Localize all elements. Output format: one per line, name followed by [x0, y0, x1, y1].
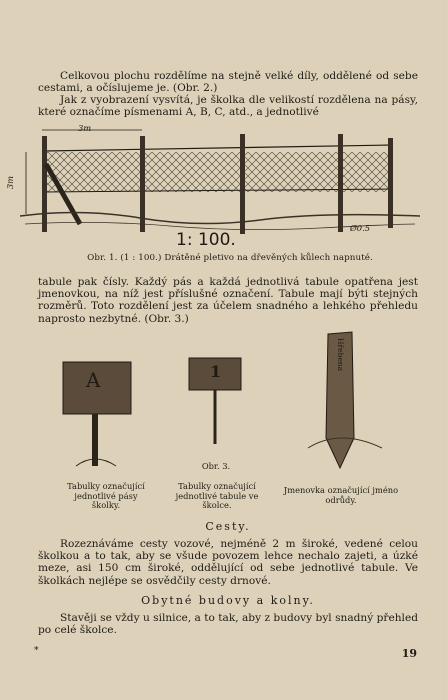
dimension-right: Ø0.5	[350, 223, 370, 233]
figure-3-label-b: Tabulky označující jednotlivé tabule ve školce.	[175, 481, 259, 511]
footer-star: *	[34, 646, 39, 656]
paragraph-3: tabule pak čísly. Každý pás a každá jednotlivá tabule opatřena jest jmenovkou, na níž jest příslušné označení. Tabule mají býti stejných rozměrů. Toto rozdělení jest za účelem snadného a lehkého přehledu naprosto nezbytné. (Obr. 3.)	[38, 276, 418, 325]
heading-cesty: Cesty.	[205, 520, 251, 533]
stake-illustration	[300, 328, 390, 478]
paragraph-5: Stavěji se vždy u silnice, a to tak, aby z budovy byl snadný přehled po celé školce.	[38, 612, 418, 637]
paragraph-1: Celkovou plochu rozdělíme na stejně velké díly, oddělené od sebe cestami, a očíslujeme je. (Obr. 2.)	[38, 70, 418, 95]
paragraph-4: Rozeznáváme cesty vozové, nejméně 2 m široké, vedené celou školkou a to tak, aby se všude povozem lehce nechalo zajeti, a úzké meze, asi 150 cm široké, oddělující od sebe jednotlivé tabule. Ve školkách nejlépe se osvědčily cesty drnové.	[38, 538, 418, 587]
sign-1-number: 1	[210, 362, 222, 381]
stake-label: Hřebena	[336, 338, 345, 372]
paragraph-2: Jak z vyobrazení vysvítá, je školka dle velikostí rozdělena na pásy, které označíme písmenami A, B, C, atd., a jednotlivé	[38, 94, 418, 119]
figure-3-caption: Obr. 3.	[201, 461, 231, 471]
dimension-top: 3m	[78, 123, 92, 133]
figure-3-label-a: Tabulky označující jednotlivé pásy školky.	[67, 481, 145, 511]
figure-3-label-c: Jmenovka označující jméno odrůdy.	[283, 485, 399, 505]
sign-a-letter: A	[86, 368, 101, 392]
figure-1-caption: Obr. 1. (1 : 100.) Drátěné pletivo na dřevěných kůlech napnuté.	[87, 253, 373, 263]
dimension-side: 3m	[5, 176, 15, 190]
scale-label: 1: 100.	[176, 230, 236, 250]
page-number: 19	[401, 647, 417, 660]
heading-budovy: Obytné budovy a kolny.	[141, 594, 315, 607]
